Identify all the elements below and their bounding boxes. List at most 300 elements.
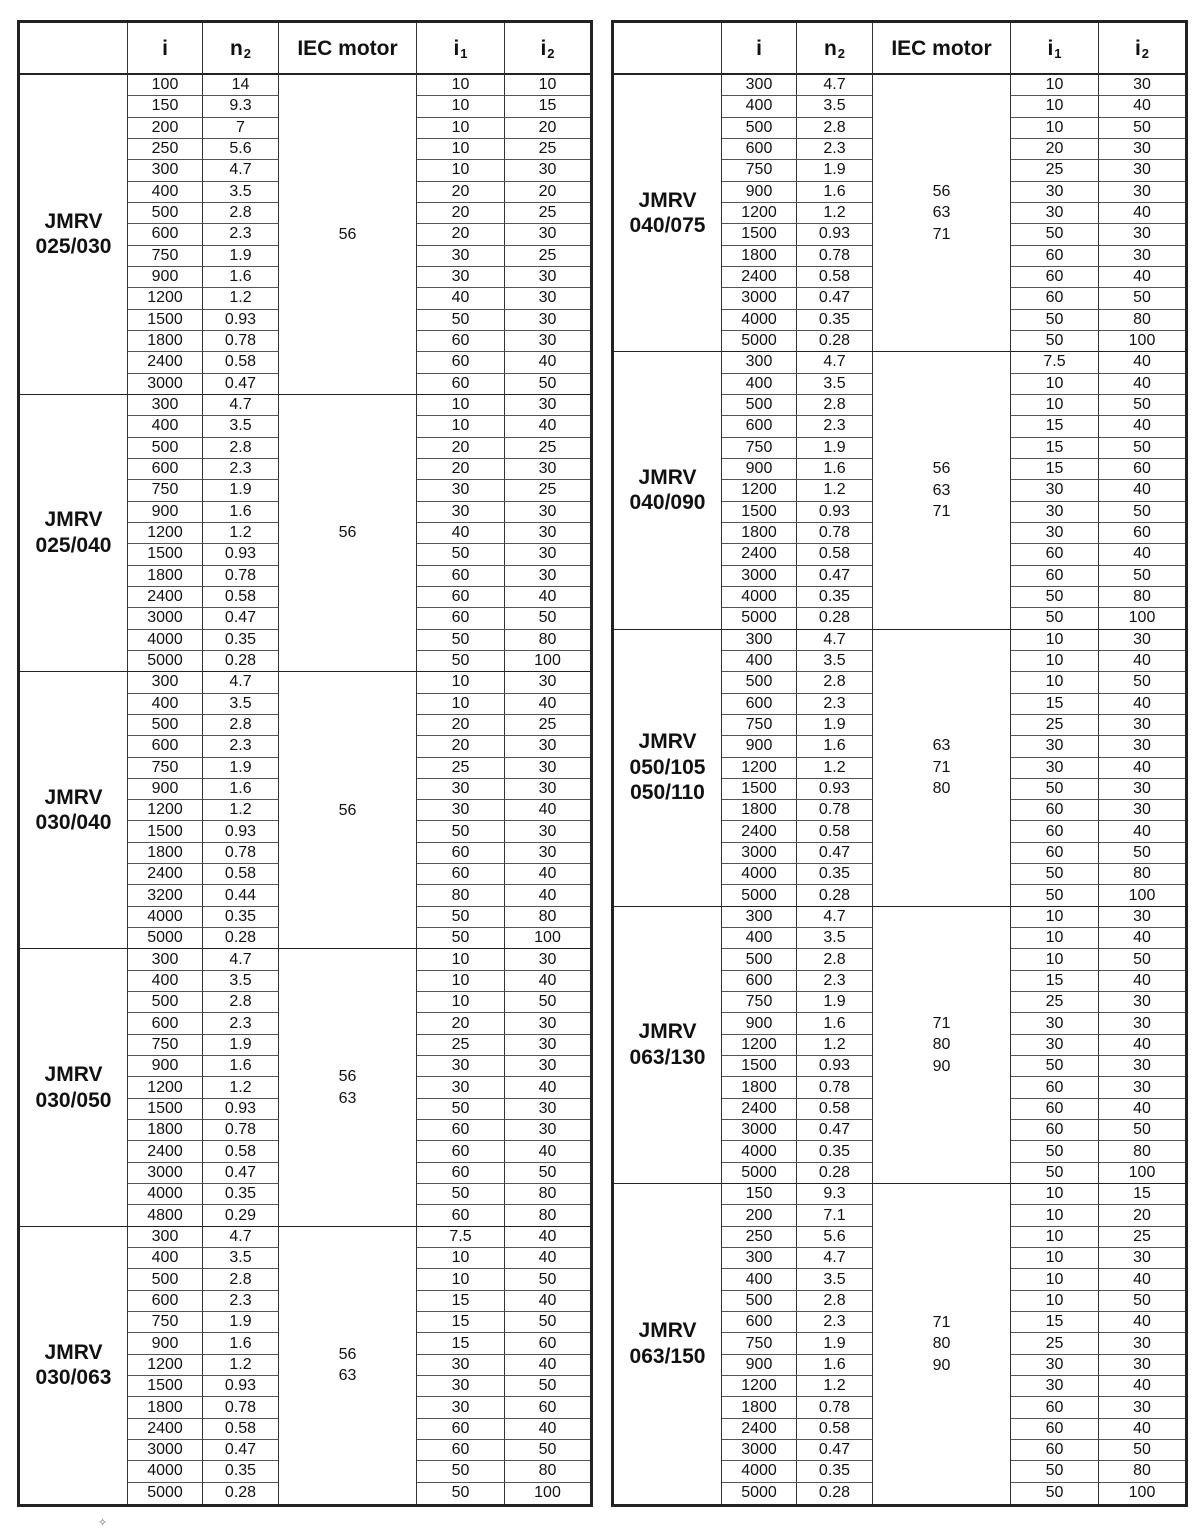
ratio-i1: 30	[1011, 203, 1099, 224]
ratio-i1: 60	[1011, 1419, 1099, 1440]
ratio-i: 5000	[722, 331, 797, 352]
ratio-i2: 25	[505, 139, 590, 160]
ratio-i1: 30	[417, 502, 505, 523]
ratio-i: 300	[128, 160, 203, 181]
ratio-i2: 30	[505, 331, 590, 352]
ratio-i: 750	[128, 246, 203, 267]
ratio-i1: 60	[1011, 843, 1099, 864]
ratio-i: 750	[722, 438, 797, 459]
ratio-i1: 7.5	[1011, 352, 1099, 373]
ratio-i1: 30	[417, 779, 505, 800]
speed-n2: 0.78	[203, 566, 279, 587]
ratio-i2: 30	[505, 523, 590, 544]
speed-n2: 0.47	[203, 374, 279, 395]
ratio-i2: 40	[1099, 694, 1185, 715]
iec-motor-size: 56	[932, 182, 951, 200]
ratio-i: 1800	[128, 566, 203, 587]
ratio-i1: 10	[417, 75, 505, 96]
ratio-i2: 50	[1099, 843, 1185, 864]
ratio-i1: 20	[417, 438, 505, 459]
speed-n2: 1.2	[203, 288, 279, 309]
model-label	[614, 1184, 722, 1504]
ratio-i: 500	[722, 1291, 797, 1312]
speed-n2: 4.7	[203, 160, 279, 181]
ratio-i2: 50	[505, 1269, 590, 1290]
header-n2: n $_2$	[203, 23, 279, 75]
speed-n2: 4.7	[203, 1227, 279, 1248]
ratio-i2: 30	[1099, 992, 1185, 1013]
model-label	[614, 907, 722, 1184]
header-n2: n $_2$	[797, 23, 873, 75]
ratio-i2: 50	[505, 1440, 590, 1461]
speed-n2: 4.7	[797, 1248, 873, 1269]
ratio-i1: 60	[1011, 1077, 1099, 1098]
ratio-i1: 25	[417, 758, 505, 779]
ratio-i2: 50	[505, 374, 590, 395]
ratio-i: 750	[128, 1035, 203, 1056]
model-line: 030/050	[35, 1088, 112, 1112]
speed-n2: 1.9	[203, 1312, 279, 1333]
ratio-i: 400	[128, 182, 203, 203]
ratio-i1: 60	[417, 352, 505, 373]
ratio-i: 5000	[128, 1483, 203, 1504]
ratio-i2: 50	[505, 992, 590, 1013]
header-model	[614, 23, 722, 75]
speed-n2: 0.58	[203, 1141, 279, 1162]
ratio-i1: 30	[417, 800, 505, 821]
speed-n2: 0.35	[797, 587, 873, 608]
ratio-i2: 30	[505, 843, 590, 864]
ratio-i1: 10	[1011, 928, 1099, 949]
ratio-i: 500	[722, 118, 797, 139]
ratio-i1: 50	[1011, 1141, 1099, 1162]
ratio-i1: 50	[1011, 864, 1099, 885]
ratio-i1: 60	[1011, 1120, 1099, 1141]
left-ratio-table	[17, 20, 593, 1507]
ratio-i: 500	[722, 395, 797, 416]
ratio-i1: 15	[1011, 416, 1099, 437]
ratio-i: 500	[128, 203, 203, 224]
ratio-i: 1200	[722, 480, 797, 501]
ratio-i2: 40	[505, 1077, 590, 1098]
ratio-i1: 30	[417, 246, 505, 267]
iec-motor-size: 56	[338, 1345, 357, 1363]
ratio-i: 400	[722, 96, 797, 117]
speed-n2: 1.2	[203, 1077, 279, 1098]
speed-n2: 0.35	[203, 1461, 279, 1482]
iec-motor-size: 80	[932, 1036, 951, 1054]
model-line: JMRV	[44, 1062, 103, 1086]
model-line: JMRV	[44, 209, 103, 233]
speed-n2: 0.47	[797, 566, 873, 587]
ratio-i: 500	[128, 438, 203, 459]
ratio-i1: 50	[1011, 885, 1099, 906]
ratio-i1: 20	[417, 224, 505, 245]
right-ratio-table	[611, 20, 1188, 1507]
ratio-i1: 50	[417, 651, 505, 672]
ratio-i2: 50	[1099, 502, 1185, 523]
ratio-i2: 40	[505, 800, 590, 821]
speed-n2: 1.6	[797, 1013, 873, 1034]
ratio-i1: 50	[417, 1483, 505, 1504]
iec-motor-sizes	[279, 395, 417, 672]
speed-n2: 0.58	[203, 1419, 279, 1440]
ratio-i: 400	[128, 416, 203, 437]
ratio-i: 300	[128, 395, 203, 416]
ratio-i: 900	[128, 1056, 203, 1077]
speed-n2: 2.8	[797, 395, 873, 416]
ratio-i: 900	[722, 1013, 797, 1034]
ratio-i1: 15	[417, 1333, 505, 1354]
ratio-i1: 60	[417, 1419, 505, 1440]
ratio-i: 600	[722, 694, 797, 715]
ratio-i2: 30	[505, 736, 590, 757]
ratio-i1: 30	[1011, 480, 1099, 501]
ratio-i1: 50	[1011, 331, 1099, 352]
ratio-i1: 30	[1011, 182, 1099, 203]
model-line: JMRV	[638, 1319, 697, 1343]
iec-motor-size: 56	[932, 460, 951, 477]
speed-n2: 0.35	[203, 630, 279, 651]
speed-n2: 4.7	[203, 672, 279, 693]
ratio-i1: 20	[417, 182, 505, 203]
speed-n2: 2.3	[797, 416, 873, 437]
ratio-i: 2400	[722, 1099, 797, 1120]
ratio-i2: 40	[1099, 971, 1185, 992]
ratio-i: 300	[722, 907, 797, 928]
ratio-i2: 30	[505, 288, 590, 309]
ratio-i2: 40	[1099, 267, 1185, 288]
speed-n2: 1.6	[797, 736, 873, 757]
ratio-i: 4000	[128, 1184, 203, 1205]
speed-n2: 0.47	[203, 608, 279, 629]
ratio-i: 250	[722, 1227, 797, 1248]
ratio-i1: 25	[1011, 160, 1099, 181]
header-i1: i $_1$	[1011, 23, 1099, 75]
ratio-i: 1500	[128, 1376, 203, 1397]
model-label	[614, 75, 722, 352]
ratio-i: 3000	[722, 288, 797, 309]
ratio-i: 4000	[722, 1141, 797, 1162]
model-label	[614, 352, 722, 629]
ratio-i2: 30	[1099, 1248, 1185, 1269]
ratio-i1: 20	[417, 715, 505, 736]
ratio-i1: 10	[1011, 1205, 1099, 1226]
iec-motor-size: 63	[932, 481, 951, 499]
model-label	[20, 395, 128, 672]
ratio-i2: 30	[1099, 224, 1185, 245]
speed-n2: 0.35	[797, 864, 873, 885]
ratio-i: 750	[722, 715, 797, 736]
ratio-i2: 30	[1099, 1013, 1185, 1034]
ratio-i: 3000	[128, 1163, 203, 1184]
ratio-i1: 30	[417, 1056, 505, 1077]
ratio-i: 500	[128, 992, 203, 1013]
speed-n2: 0.47	[797, 1440, 873, 1461]
ratio-i1: 10	[417, 139, 505, 160]
ratio-i: 1200	[722, 1035, 797, 1056]
ratio-i: 400	[128, 694, 203, 715]
model-line: 030/040	[35, 811, 112, 835]
ratio-i2: 80	[505, 630, 590, 651]
ratio-i1: 10	[1011, 1227, 1099, 1248]
ratio-i: 1500	[722, 224, 797, 245]
speed-n2: 0.78	[203, 1120, 279, 1141]
speed-n2: 1.6	[203, 267, 279, 288]
ratio-i1: 60	[417, 864, 505, 885]
speed-n2: 2.3	[203, 736, 279, 757]
speed-n2: 0.93	[203, 1376, 279, 1397]
ratio-i2: 25	[505, 246, 590, 267]
ratio-i2: 40	[505, 1355, 590, 1376]
ratio-i2: 15	[1099, 1184, 1185, 1205]
ratio-i1: 10	[417, 992, 505, 1013]
ratio-i2: 40	[505, 352, 590, 373]
ratio-i: 1200	[128, 1077, 203, 1098]
ratio-i1: 15	[417, 1291, 505, 1312]
speed-n2: 4.7	[203, 949, 279, 970]
ratio-i1: 50	[417, 928, 505, 949]
iec-motor-size: 80	[932, 1335, 951, 1353]
speed-n2: 14	[203, 75, 279, 96]
speed-n2: 0.28	[797, 1163, 873, 1184]
iec-motor-size: 63	[932, 204, 951, 222]
ratio-i2: 40	[1099, 352, 1185, 373]
ratio-i1: 25	[1011, 992, 1099, 1013]
ratio-i2: 15	[505, 96, 590, 117]
ratio-i2: 60	[1099, 523, 1185, 544]
speed-n2: 3.5	[203, 971, 279, 992]
speed-n2: 0.47	[203, 1440, 279, 1461]
speed-n2: 0.58	[797, 821, 873, 842]
iec-motor-size: 56	[338, 1067, 357, 1085]
speed-n2: 0.78	[203, 843, 279, 864]
ratio-i2: 50	[1099, 438, 1185, 459]
ratio-i2: 30	[1099, 246, 1185, 267]
ratio-i1: 60	[417, 587, 505, 608]
header-iec-motor: IEC motor	[873, 23, 1011, 75]
ratio-i: 2400	[722, 821, 797, 842]
ratio-i2: 60	[505, 1333, 590, 1354]
ratio-i2: 20	[505, 118, 590, 139]
ratio-i: 2400	[722, 1419, 797, 1440]
ratio-i2: 50	[1099, 118, 1185, 139]
ratio-i1: 25	[417, 1035, 505, 1056]
speed-n2: 2.8	[797, 672, 873, 693]
ratio-i1: 60	[1011, 800, 1099, 821]
ratio-i2: 80	[1099, 587, 1185, 608]
ratio-i1: 10	[417, 160, 505, 181]
ratio-i: 600	[722, 139, 797, 160]
ratio-i1: 20	[417, 736, 505, 757]
ratio-i2: 40	[1099, 544, 1185, 565]
ratio-i2: 40	[505, 971, 590, 992]
ratio-i1: 40	[417, 288, 505, 309]
ratio-i2: 100	[1099, 885, 1185, 906]
speed-n2: 0.35	[797, 1141, 873, 1162]
speed-n2: 1.6	[797, 459, 873, 480]
ratio-i1: 30	[417, 267, 505, 288]
ratio-i: 250	[128, 139, 203, 160]
ratio-i: 5000	[722, 608, 797, 629]
ratio-i1: 10	[1011, 395, 1099, 416]
model-line: JMRV	[638, 1020, 697, 1044]
ratio-i2: 50	[1099, 566, 1185, 587]
iec-motor-size: 90	[932, 1356, 951, 1374]
speed-n2: 4.7	[797, 630, 873, 651]
ratio-i1: 60	[417, 1163, 505, 1184]
speed-n2: 4.7	[797, 75, 873, 96]
speed-n2: 1.9	[203, 758, 279, 779]
ratio-i2: 25	[1099, 1227, 1185, 1248]
ratio-i1: 10	[417, 1269, 505, 1290]
model-line: 040/075	[629, 214, 706, 238]
ratio-i2: 30	[505, 1120, 590, 1141]
ratio-i: 600	[722, 1312, 797, 1333]
ratio-i: 1200	[722, 758, 797, 779]
ratio-i: 5000	[722, 1483, 797, 1504]
speed-n2: 2.3	[203, 1013, 279, 1034]
ratio-i1: 60	[417, 1120, 505, 1141]
speed-n2: 2.3	[203, 224, 279, 245]
speed-n2: 0.93	[203, 310, 279, 331]
ratio-i1: 60	[417, 566, 505, 587]
ratio-i2: 100	[1099, 1163, 1185, 1184]
ratio-i2: 80	[1099, 864, 1185, 885]
speed-n2: 1.6	[203, 502, 279, 523]
ratio-i2: 30	[505, 1013, 590, 1034]
ratio-i1: 15	[417, 1312, 505, 1333]
speed-n2: 1.2	[797, 480, 873, 501]
ratio-i: 1800	[722, 800, 797, 821]
ratio-i1: 10	[417, 416, 505, 437]
ratio-i: 1800	[128, 331, 203, 352]
ratio-i2: 40	[505, 694, 590, 715]
ratio-i2: 100	[534, 1484, 561, 1502]
ratio-i1: 30	[1011, 502, 1099, 523]
ratio-i1: 10	[417, 96, 505, 117]
ratio-i: 750	[128, 480, 203, 501]
ratio-i: 400	[128, 1248, 203, 1269]
ratio-i: 900	[722, 1355, 797, 1376]
ratio-i1: 30	[1011, 1035, 1099, 1056]
ratio-i1: 10	[417, 1248, 505, 1269]
header-i2: i $_2$	[1099, 23, 1185, 75]
model-line: 030/063	[35, 1366, 112, 1390]
ratio-i1: 50	[417, 544, 505, 565]
speed-n2: 3.5	[203, 1248, 279, 1269]
ratio-i2: 100	[1099, 331, 1185, 352]
ratio-i: 3000	[128, 374, 203, 395]
model-line: 025/030	[35, 235, 112, 259]
ratio-i: 900	[722, 182, 797, 203]
speed-n2: 1.2	[797, 1376, 873, 1397]
header-i1: i $_1$	[417, 23, 505, 75]
ratio-i2: 40	[1099, 821, 1185, 842]
ratio-i2: 40	[1099, 1312, 1185, 1333]
speed-n2: 1.6	[203, 1333, 279, 1354]
ratio-i1: 30	[417, 1355, 505, 1376]
header-i: i	[722, 23, 797, 75]
ratio-i: 600	[128, 224, 203, 245]
ratio-i: 1500	[128, 821, 203, 842]
iec-motor-size: 71	[932, 1313, 951, 1331]
ratio-i1: 50	[417, 1461, 505, 1482]
ratio-i1: 15	[1011, 971, 1099, 992]
ratio-i1: 30	[1011, 736, 1099, 757]
ratio-i1: 7.5	[417, 1227, 505, 1248]
iec-motor-sizes	[279, 75, 417, 395]
iec-motor-size: 56	[338, 524, 357, 542]
ratio-i: 1500	[128, 544, 203, 565]
speed-n2: 0.78	[797, 246, 873, 267]
iec-motor-sizes	[279, 949, 417, 1226]
speed-n2: 0.58	[203, 587, 279, 608]
ratio-i1: 50	[1011, 587, 1099, 608]
speed-n2: 3.5	[797, 374, 873, 395]
speed-n2: 1.6	[203, 1056, 279, 1077]
ratio-i1: 25	[1011, 1333, 1099, 1354]
speed-n2: 2.8	[203, 992, 279, 1013]
ratio-i: 5000	[722, 885, 797, 906]
ratio-i2: 30	[505, 267, 590, 288]
model-line: 050/110	[630, 781, 705, 805]
ratio-i1: 30	[417, 1397, 505, 1418]
model-line: 050/105	[629, 755, 706, 779]
speed-n2: 0.93	[797, 224, 873, 245]
ratio-i1: 20	[417, 1013, 505, 1034]
ratio-i1: 15	[1011, 438, 1099, 459]
ratio-i: 1200	[722, 1376, 797, 1397]
ratio-i2: 30	[1099, 75, 1185, 96]
ratio-i2: 40	[505, 1419, 590, 1440]
ratio-i2: 100	[505, 928, 590, 949]
speed-n2: 0.47	[203, 1163, 279, 1184]
model-line: JMRV	[638, 730, 697, 754]
ratio-i1: 10	[1011, 75, 1099, 96]
ratio-i: 750	[722, 992, 797, 1013]
model-label	[20, 1227, 128, 1504]
ratio-i1: 50	[1011, 310, 1099, 331]
speed-n2: 1.2	[797, 758, 873, 779]
ratio-i2: 30	[505, 566, 590, 587]
ratio-i: 1800	[722, 523, 797, 544]
ratio-i1: 10	[417, 694, 505, 715]
ratio-i: 900	[128, 1333, 203, 1354]
speed-n2: 1.6	[203, 779, 279, 800]
ratio-i: 750	[722, 160, 797, 181]
ratio-i: 1500	[128, 1099, 203, 1120]
ratio-i2: 30	[505, 1035, 590, 1056]
ratio-i1: 30	[1011, 523, 1099, 544]
iec-motor-sizes	[873, 907, 1011, 1184]
ratio-i: 900	[722, 459, 797, 480]
iec-motor-sizes	[873, 630, 1011, 907]
ratio-i1: 50	[1011, 224, 1099, 245]
speed-n2: 0.78	[797, 800, 873, 821]
ratio-i1: 30	[1011, 1013, 1099, 1034]
header-model	[20, 23, 128, 75]
ratio-i2: 40	[1099, 1035, 1185, 1056]
ratio-i: 600	[128, 736, 203, 757]
ratio-i: 4000	[722, 864, 797, 885]
iec-motor-size: 71	[932, 503, 951, 521]
ratio-i2: 80	[505, 907, 590, 928]
ratio-i2: 40	[505, 587, 590, 608]
speed-n2: 2.3	[797, 694, 873, 715]
speed-n2: 0.78	[797, 1397, 873, 1418]
iec-motor-size: 80	[932, 780, 951, 798]
